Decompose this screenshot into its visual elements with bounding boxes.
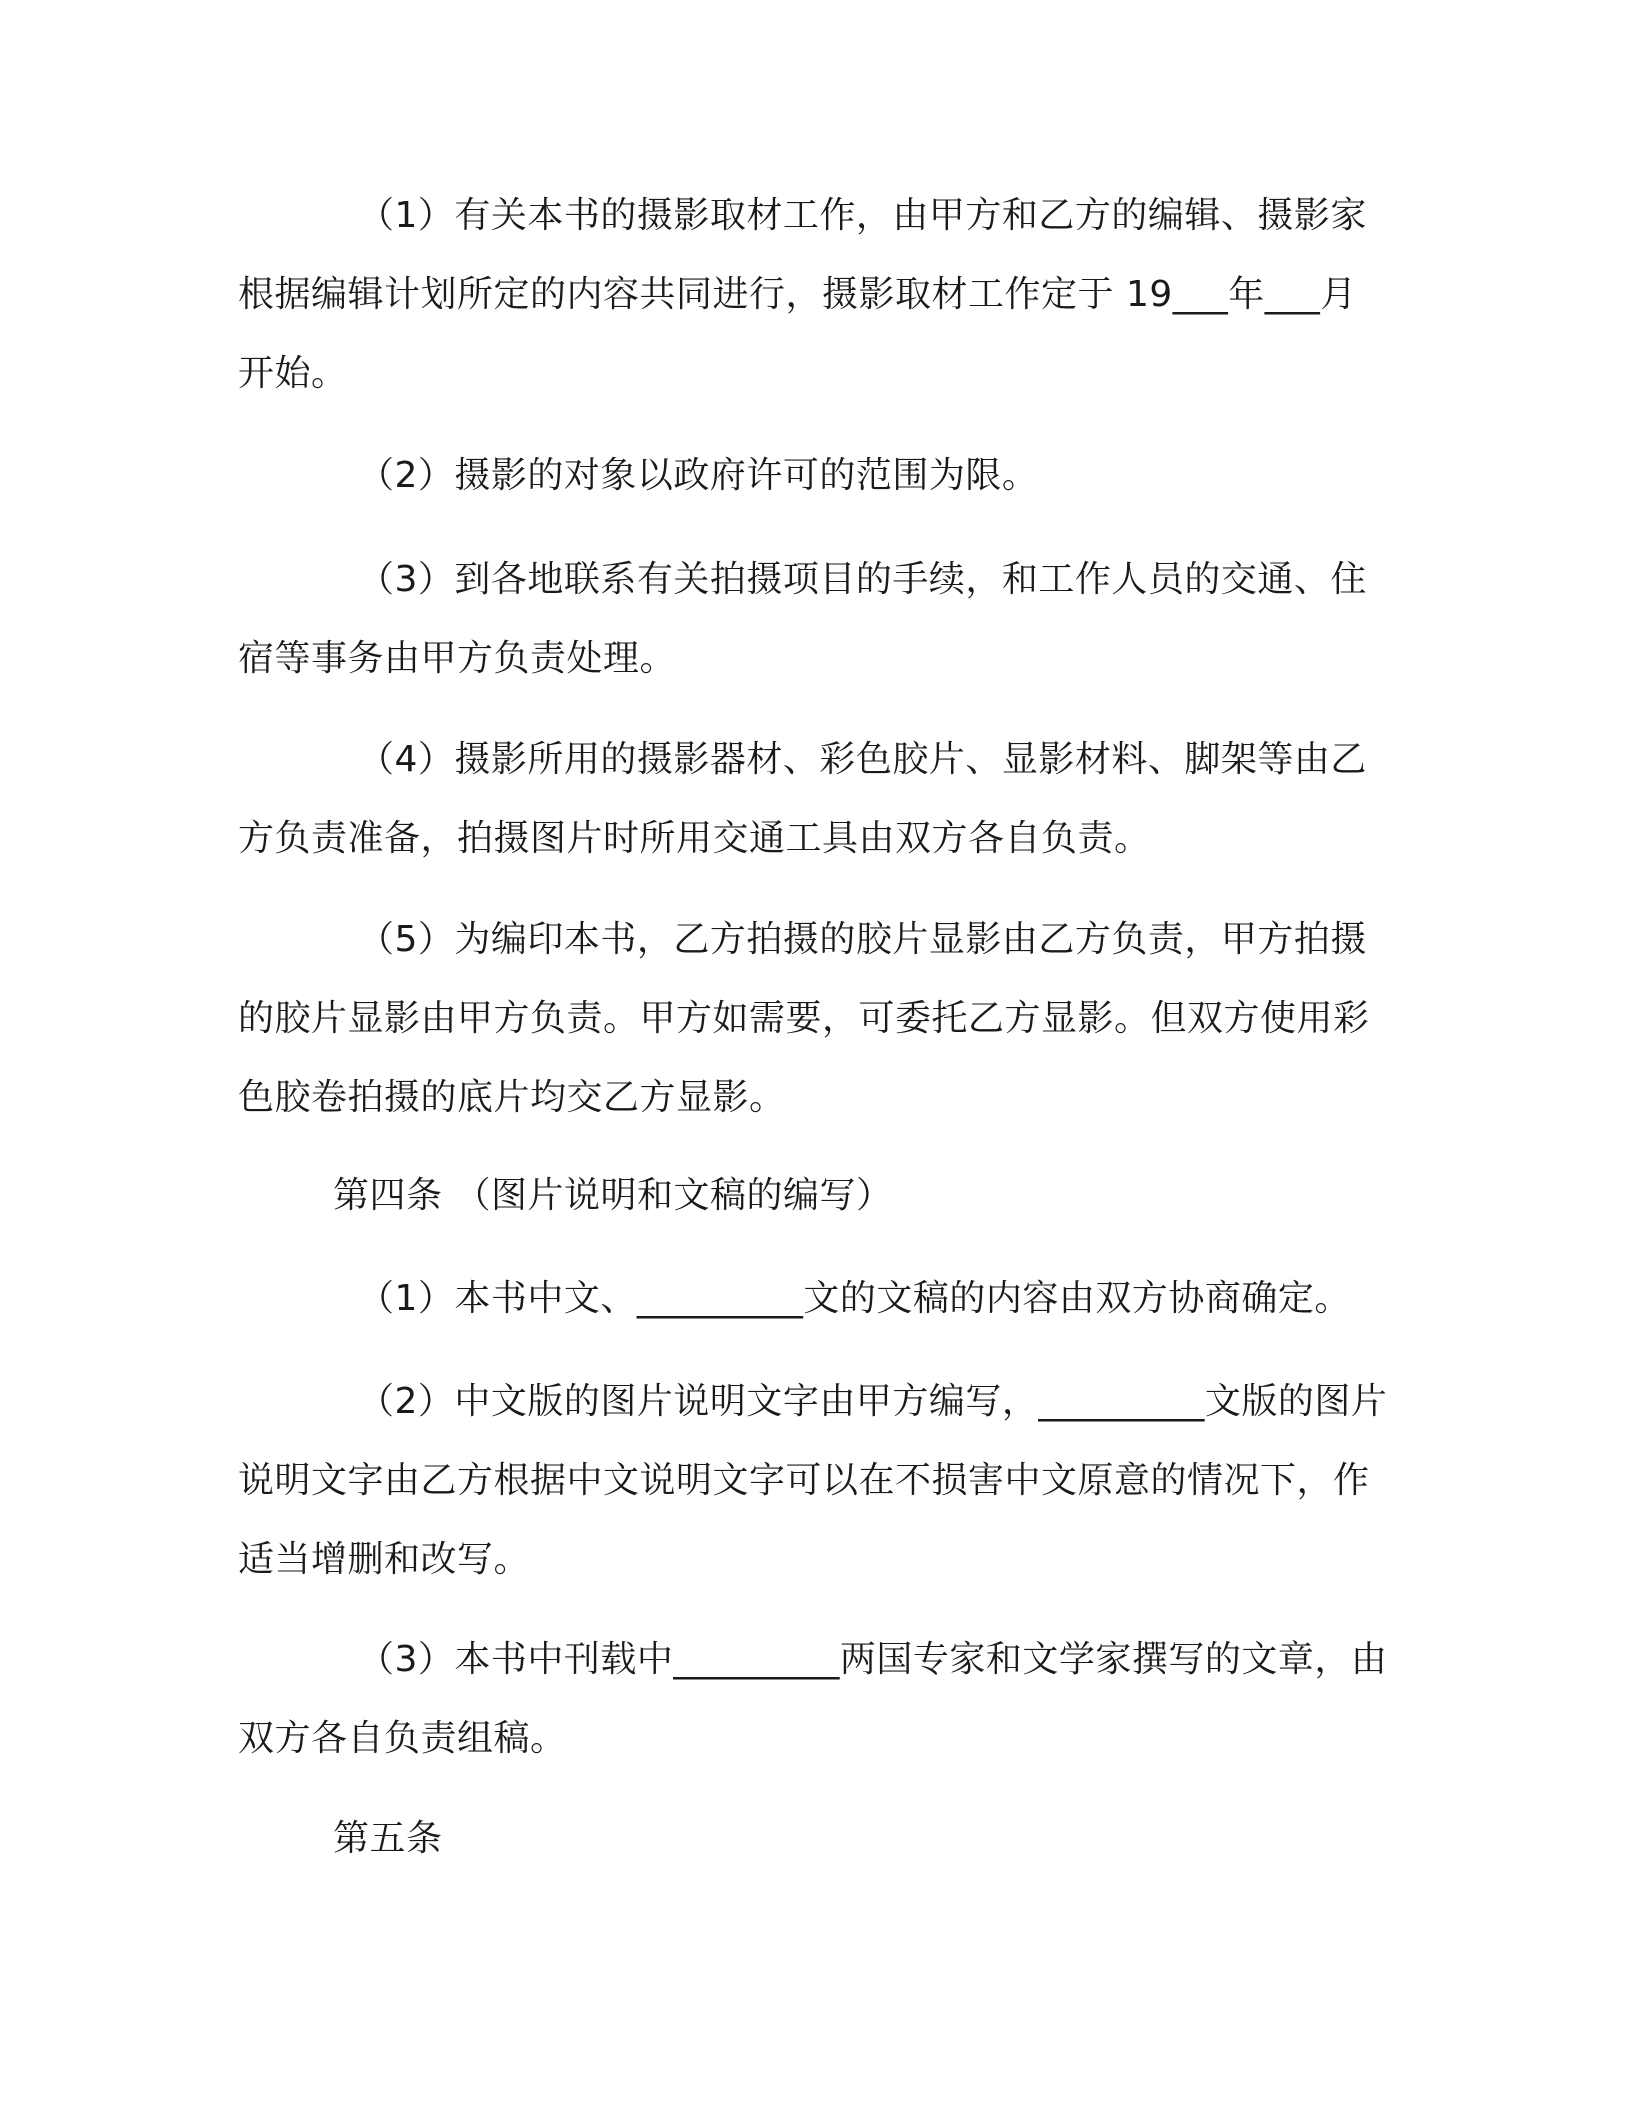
paragraph-1: （1）有关本书的摄影取材工作，由甲方和乙方的编辑、摄影家根据编辑计划所定的内容共同进行，摄影取材工作定于 19___年___月开始。 <box>238 195 1367 394</box>
article-4-paragraph-3: （3）本书中刊载中_________两国专家和文学家撰写的文章，由双方各自负责组稿。 <box>238 1639 1388 1759</box>
paragraph-4: （4）摄影所用的摄影器材、彩色胶片、显影材料、脚架等由乙方负责准备，拍摄图片时所用交通工具由双方各自负责。 <box>238 739 1367 859</box>
article-4-paragraph-2: （2）中文版的图片说明文字由甲方编写，_________文版的图片说明文字由乙方根据中文说明文字可以在不损害中文原意的情况下，作适当增删和改写。 <box>238 1381 1388 1580</box>
article-4-paragraph-1: （1）本书中文、_________文的文稿的内容由双方协商确定。 <box>358 1278 1351 1319</box>
article-4-heading: 第四条 （图片说明和文稿的编写） <box>333 1175 893 1216</box>
article-5-heading: 第五条 <box>333 1818 443 1859</box>
paragraph-3: （3）到各地联系有关拍摄项目的手续，和工作人员的交通、住宿等事务由甲方负责处理。 <box>238 559 1367 679</box>
paragraph-2: （2）摄影的对象以政府许可的范围为限。 <box>358 455 1039 496</box>
paragraph-5: （5）为编印本书，乙方拍摄的胶片显影由乙方负责，甲方拍摄的胶片显影由甲方负责。甲方如需要，可委托乙方显影。但双方使用彩色胶卷拍摄的底片均交乙方显影。 <box>238 919 1370 1118</box>
